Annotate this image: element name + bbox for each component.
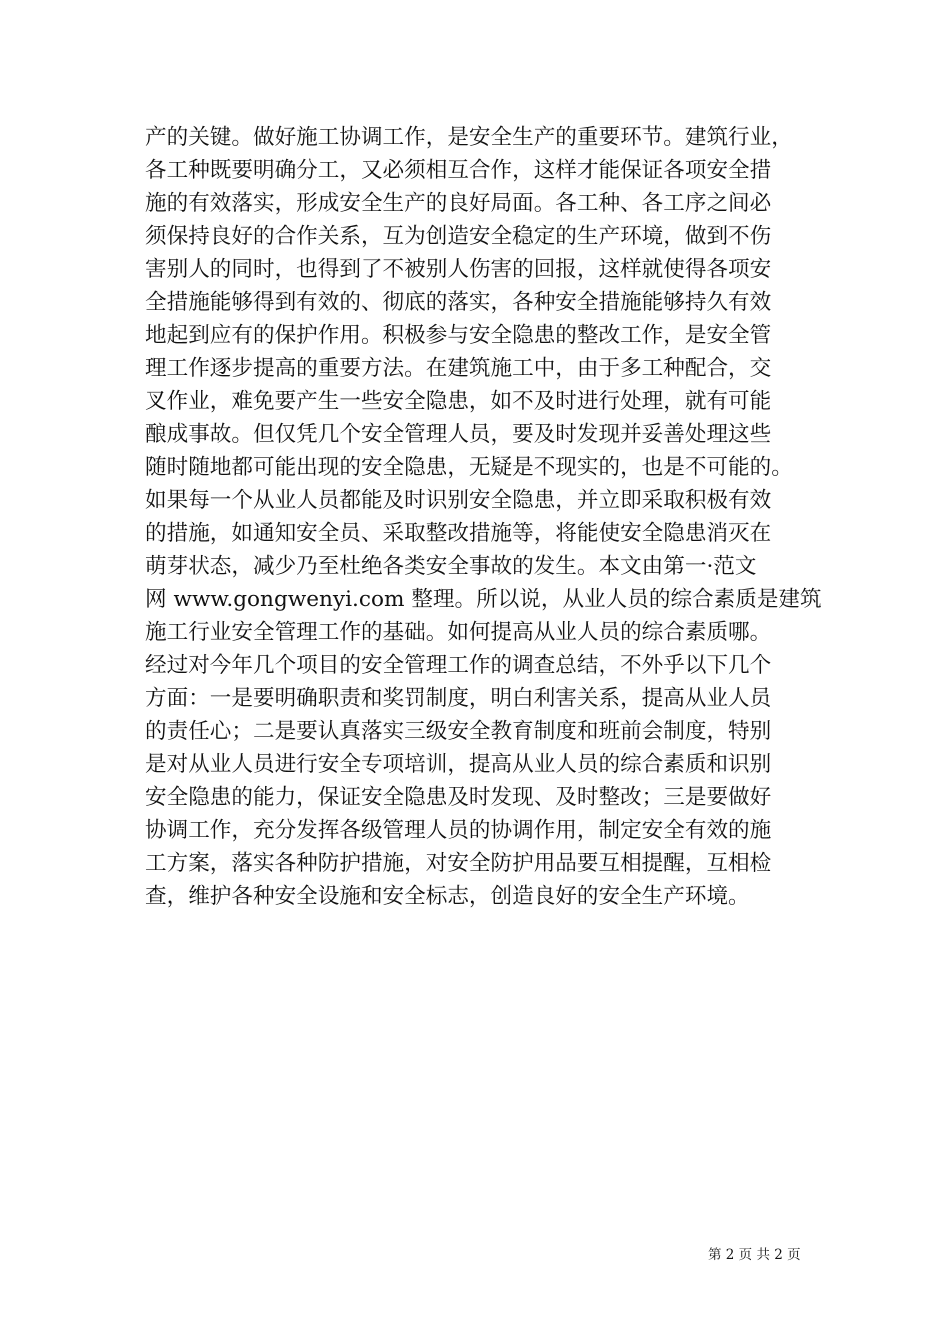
text-line: 须保持良好的合作关系，互为创造安全稳定的生产环境，做到不伤	[145, 224, 772, 249]
text-line: 经过对今年几个项目的安全管理工作的调查总结，不外乎以下几个	[145, 653, 772, 678]
text-line: 施的有效落实，形成安全生产的良好局面。各工种、各工序之间必	[145, 191, 772, 216]
text-line: 理工作逐步提高的重要方法。在建筑施工中，由于多工种配合，交	[145, 356, 772, 381]
text-line: 网 www.gongwenyi.com 整理。所以说，从业人员的综合素质是建筑	[145, 587, 822, 612]
text-line: 产的关键。做好施工协调工作，是安全生产的重要环节。建筑行业，	[145, 125, 793, 150]
text-line: 如果每一个从业人员都能及时识别安全隐患，并立即采取积极有效	[145, 488, 772, 513]
text-line: 各工种既要明确分工，又必须相互合作，这样才能保证各项安全措	[145, 158, 772, 183]
text-line: 施工行业安全管理工作的基础。如何提高从业人员的综合素质哪。	[145, 620, 772, 645]
text-line: 地起到应有的保护作用。积极参与安全隐患的整改工作，是安全管	[145, 323, 772, 348]
page-number-footer: 第 2 页 共 2 页	[708, 1247, 801, 1263]
text-line: 的责任心；二是要认真落实三级安全教育制度和班前会制度，特别	[145, 719, 772, 744]
body-paragraph	[145, 121, 835, 913]
text-line: 全措施能够得到有效的、彻底的落实，各种安全措施能够持久有效	[145, 290, 772, 315]
text-line: 随时随地都可能出现的安全隐患，无疑是不现实的，也是不可能的。	[145, 455, 793, 480]
text-line: 协调工作，充分发挥各级管理人员的协调作用，制定安全有效的施	[145, 818, 772, 843]
text-line: 的措施，如通知安全员、采取整改措施等，将能使安全隐患消灭在	[145, 521, 772, 546]
text-line: 叉作业，难免要产生一些安全隐患，如不及时进行处理，就有可能	[145, 389, 772, 414]
text-line: 酿成事故。但仅凭几个安全管理人员，要及时发现并妥善处理这些	[145, 422, 772, 447]
text-line: 是对从业人员进行安全专项培训，提高从业人员的综合素质和识别	[145, 752, 772, 777]
text-line: 萌芽状态，减少乃至杜绝各类安全事故的发生。本文由第一·范文	[145, 554, 757, 579]
text-line: 工方案，落实各种防护措施，对安全防护用品要互相提醒，互相检	[145, 851, 772, 876]
text-line: 方面：一是要明确职责和奖罚制度，明白利害关系，提高从业人员	[145, 686, 772, 711]
text-line: 害别人的同时，也得到了不被别人伤害的回报，这样就使得各项安	[145, 257, 772, 282]
text-line: 安全隐患的能力，保证安全隐患及时发现、及时整改；三是要做好	[145, 785, 772, 810]
text-line: 查，维护各种安全设施和安全标志，创造良好的安全生产环境。	[145, 884, 750, 909]
